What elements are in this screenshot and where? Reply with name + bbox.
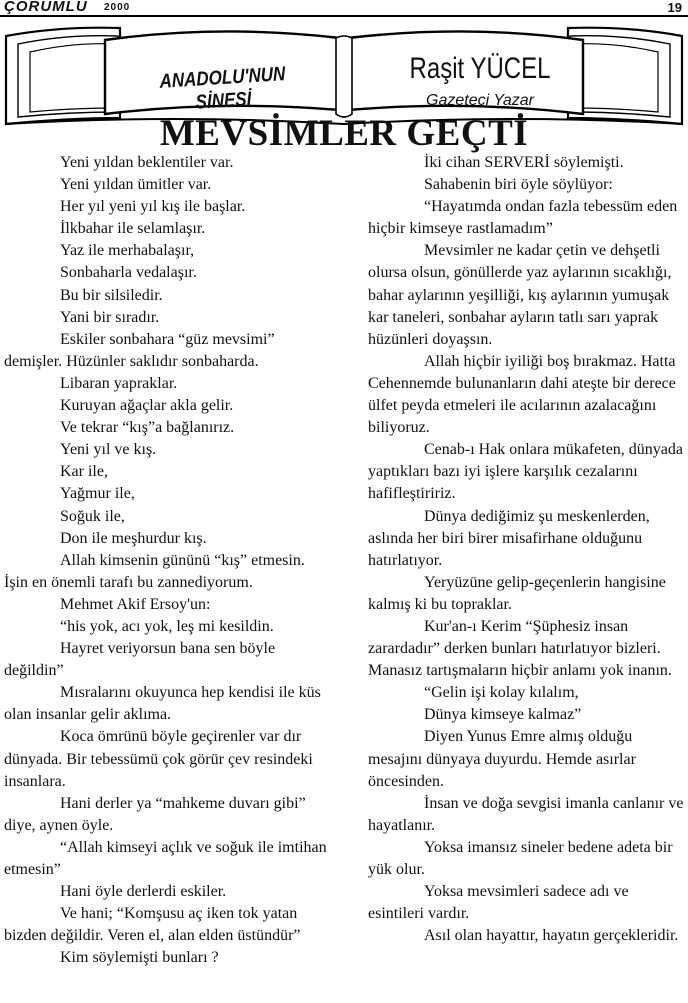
paragraph: Ve hani; “Komşusu aç iken tok yatan bizden değildir. Veren el, alan elden üstündür” [4, 905, 301, 945]
paragraph: Ve tekrar “kış”a bağlanırız. [60, 419, 235, 437]
paragraph: Yeni yıl ve kış. [60, 441, 157, 459]
paragraph: Kim söylemişti bunları ? [60, 949, 219, 967]
publication-brand: ÇORUMLU [4, 0, 88, 15]
paragraph: Hani öyle derlerdi eskiler. [60, 883, 227, 901]
paragraph: Bu bir silsiledir. [60, 286, 163, 304]
paragraph: Koca ömrünü böyle geçirenler var dır dünyada. Bir tebessümü çok görür çev resindeki insanlara. [4, 728, 313, 790]
paragraph: Yaz ile merhabalaşır, [60, 242, 195, 260]
paragraph: Yoksa imansız sineler bedene adeta bir yük olur. [368, 838, 673, 878]
paragraph: İlkbahar ile selamlaşır. [60, 220, 206, 238]
paragraph: “Gelin işi kolay kılalım, [424, 684, 579, 702]
paragraph: Hani derler ya “mahkeme duvarı gibi” diye, aynen öyle. [4, 794, 306, 834]
publication-year: 2000 [104, 2, 131, 13]
paragraph: Dünya dediğimiz şu meskenlerden, aslında her biri birer misafirhane olduğunu hatırlatıyor. [368, 507, 650, 569]
paragraph: “his yok, acı yok, leş mi kesildin. [60, 617, 274, 635]
paragraph: Her yıl yeni yıl kış ile başlar. [60, 198, 246, 216]
page-number: 19 [667, 0, 682, 15]
article-headline: MEVSİMLER GEÇTİ [159, 113, 529, 154]
header-rule [0, 15, 688, 17]
paragraph: Asıl olan hayattır, hayatın gerçekleridir. [424, 927, 679, 945]
paragraph: Kuruyan ağaçlar akla gelir. [60, 397, 234, 415]
paragraph: Libaran yapraklar. [60, 374, 178, 392]
paragraph: Mehmet Akif Ersoy'un: [60, 595, 211, 613]
author-role: Gazeteci Yazar [426, 92, 534, 109]
paragraph: Yeni yıldan beklentiler var. [60, 154, 234, 171]
paragraph: Yoksa mevsimleri sadece adı ve esintileri vardır. [368, 883, 629, 923]
paragraph: Hayret veriyorsun bana sen böyle değildin” [4, 640, 276, 680]
paragraph: Allah kimsenin gününü “kış” etmesin. İşin en önemli tarafı bu zannediyorum. [4, 551, 305, 591]
paragraph: Dünya kimseye kalmaz” [424, 706, 582, 724]
paragraph: Mevsimler ne kadar çetin ve dehşetli olursa olsun, gönüllerde yaz aylarının sıcaklığı, bahar aylarının yeşilliği, kış aylarının yumuşak kar taneleri, sonbahar ayların tatlı sarı yaprak hüzünleri doyaşsın. [368, 242, 672, 348]
right-column [368, 152, 686, 947]
paragraph: Yağmur ile, [60, 485, 135, 503]
column-title: ANADOLU'NUN SİNESİ [159, 63, 286, 114]
paragraph: Eskiler sonbahara “güz mevsimi” demişler. Hüzünler saklıdır sonbaharda. [4, 330, 275, 370]
paragraph: Cenab-ı Hak onlara mükafeten, dünyada yaptıkları bazı iyi işlere karşılık cezalarını hafifleştiririz. [368, 441, 684, 503]
paragraph: Sonbaharla vedalaşır. [60, 264, 197, 282]
paragraph: Yeni yıldan ümitler var. [60, 176, 212, 194]
paragraph: Diyen Yunus Emre almış olduğu mesajını dünyaya duyurdu. Hemde asırlar öncesinden. [368, 728, 636, 790]
paragraph: Kur'an-ı Kerim “Şüphesiz insan zarardadır” derken bunları hatırlatıyor bizleri. Manasız tartışmaların hiçbir anlamı yok inanın. [368, 617, 672, 680]
paragraph: Mısralarını okuyunca hep kendisi ile küs olan insanlar gelir aklıma. [4, 684, 321, 724]
open-book-banner [0, 22, 688, 126]
paragraph: Kar ile, [60, 463, 108, 481]
paragraph: İnsan ve doğa sevgisi imanla canlanır ve hayatlanır. [368, 794, 684, 834]
paragraph: Yeryüzüne gelip-geçenlerin hangisine kalmış ki bu topraklar. [368, 573, 666, 613]
paragraph: Soğuk ile, [60, 507, 125, 525]
paragraph: Don ile meşhurdur kış. [60, 529, 207, 547]
paragraph: Allah hiçbir iyiliği boş bırakmaz. Hatta Cehennemde bulunanların dahi ateşte bir derece ülfet peyda etmeleri ile acılarının azalacağını biliyoruz. [368, 352, 676, 437]
open-book-icon [0, 22, 688, 126]
paragraph: “Allah kimseyi açlık ve soğuk ile imtihan etmesin” [4, 838, 327, 878]
paragraph: İki cihan SERVERİ söylemişti. [424, 154, 624, 171]
author-name: Raşit YÜCEL [409, 52, 551, 85]
left-column [4, 152, 332, 969]
paragraph: Sahabenin biri öyle söylüyor: [424, 176, 613, 194]
paragraph: Yani bir sıradır. [60, 308, 160, 326]
page-header [0, 0, 688, 20]
paragraph: “Hayatımda ondan fazla tebessüm eden hiçbir kimseye rastlamadım” [368, 198, 678, 238]
